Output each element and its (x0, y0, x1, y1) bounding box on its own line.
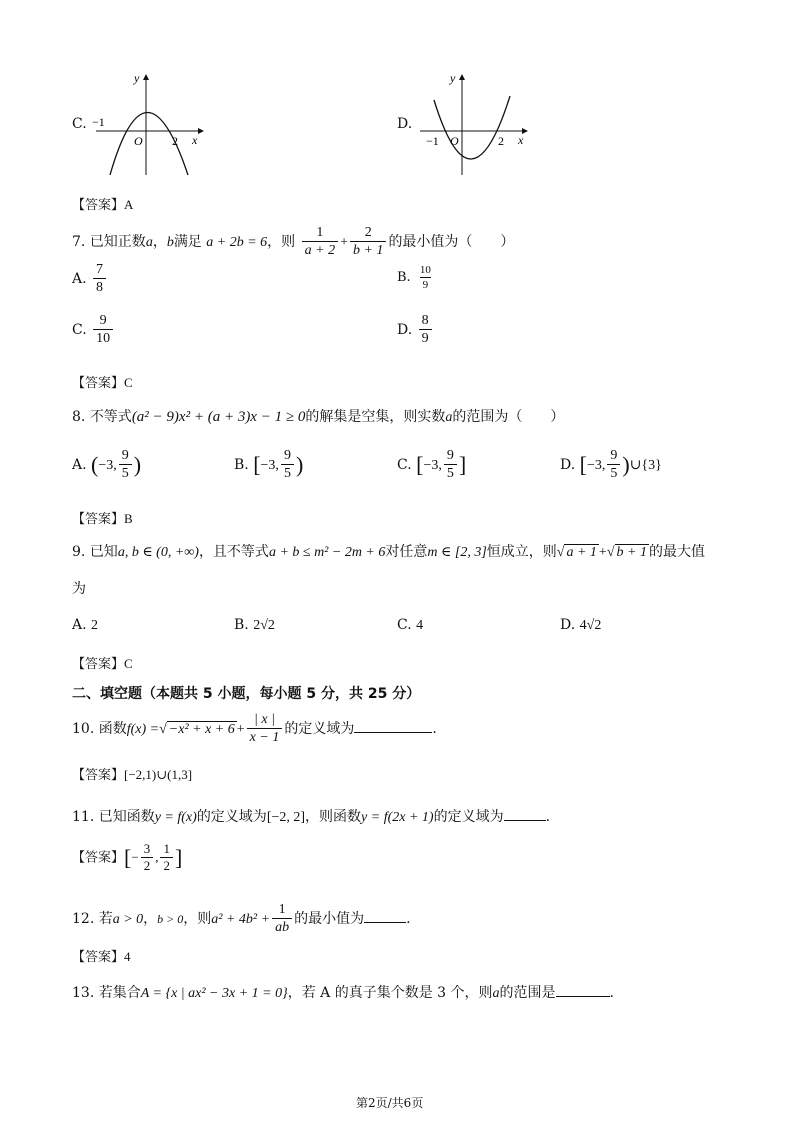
graph-c-origin: O (134, 134, 143, 148)
section-2-title: 二、填空题（本题共 5 小题，每小题 5 分，共 25 分） (72, 686, 421, 702)
q7-var-b: b (166, 234, 174, 250)
q7-condition: a + 2b = 6 (206, 234, 268, 250)
q11-question: 11. 已知函数y = f(x)的定义域为[−2, 2]，则函数y = f(2x + 1)的定义域为 . (72, 809, 551, 825)
graph-c-y-label: y (134, 71, 140, 85)
q10-answer: 【答案】[−2,1)∪(1,3] (72, 767, 193, 783)
graph-c-y-arrow (143, 74, 149, 80)
graph-d-neg-label: −1 (426, 134, 439, 148)
q7-fraction-2: $\frac{2}{b + 1}$ (350, 225, 386, 259)
graph-d-curve (434, 96, 510, 159)
q7-option-d: D. $\frac{8}{9}$ (397, 313, 434, 347)
q9-option-a: A. 2 (72, 617, 99, 633)
graph-c-x-arrow (198, 128, 204, 134)
graph-d (414, 70, 534, 180)
graph-c-x-label: x (192, 133, 198, 147)
q9-option-b: B. 2√2 (234, 617, 275, 633)
q8-option-b: B. [−3, $\frac{9}{5}$ ) (234, 448, 304, 482)
q7-option-c: C. $\frac{9}{10}$ (72, 313, 115, 347)
graph-d-origin: O (450, 134, 459, 148)
q12-blank[interactable] (364, 910, 406, 923)
q13-question: 13. 若集合A = {x | ax² − 3x + 1 = 0}，若 A 的真子集个数是 3 个，则a的范围是 . (72, 985, 614, 1001)
q8-option-a: A. (−3, $\frac{9}{5}$ ) (72, 448, 142, 482)
q7-text: 已知正数 (89, 233, 146, 250)
option-c-label: C. (72, 116, 87, 132)
graph-d-pos-label: 2 (498, 134, 504, 148)
q7-text-c: ，则 (267, 233, 296, 250)
q7-text-d: 的最小值为（ ） (388, 233, 515, 250)
graph-c-neg-label: −1 (92, 115, 105, 129)
q8-answer: 【答案】B (72, 511, 133, 527)
q9-question-cont: 为 (72, 581, 86, 597)
q7-number: 7. (72, 233, 86, 250)
q6-answer-value: A (124, 197, 134, 212)
q8-inequality: (a² − 9)x² + (a + 3)x − 1 ≥ 0 (131, 409, 306, 425)
q8-option-c: C. [−3, $\frac{9}{5}$ ] (397, 448, 467, 482)
q8-question: 8. 不等式(a² − 9)x² + (a + 3)x − 1 ≥ 0的解集是空集，则实数a的范围为（ ） (72, 409, 565, 425)
q8-option-d: D. [−3, $\frac{9}{5}$ )∪{3} (560, 448, 662, 482)
q7-option-a: A. $\frac{7}{8}$ (72, 262, 108, 296)
page-number: 第2页/共6页 (356, 1096, 424, 1110)
q13-blank[interactable] (556, 984, 610, 997)
q11-answer: 【答案】[− $\frac{3}{2}$ , $\frac{1}{2}$ ] (72, 841, 183, 874)
q7-fraction-1: $\frac{1}{a + 2}$ (302, 225, 338, 259)
q10-question: 10. 函数f(x) =√ −x² + x + 6 + $\frac{| x |}{x - 1}$ 的定义域为 . (72, 712, 437, 746)
q7-answer: 【答案】C (72, 375, 133, 391)
graph-c-pos-label: 2 (172, 134, 178, 148)
graph-d-y-label: y (450, 71, 456, 85)
q9-option-d: D. 4√2 (560, 617, 602, 633)
q9-option-c: C. 4 (397, 617, 424, 633)
q10-blank[interactable] (354, 720, 432, 733)
graph-c (88, 70, 208, 180)
graph-d-y-arrow (459, 74, 465, 80)
q9-question: 9. 已知a, b ∈ (0, +∞)，且不等式a + b ≤ m² − 2m + 6对任意m ∈ [2, 3]恒成立，则√ a + 1 +√ b + 1 的最大值 (72, 544, 705, 560)
q9-answer: 【答案】C (72, 656, 133, 672)
answer-tag: 【答案】 (72, 198, 125, 213)
q7-comma: ， (152, 233, 167, 250)
q6-answer (72, 194, 133, 213)
q7-option-b: B. $\frac{10}{9}$ (397, 264, 431, 292)
q12-answer: 【答案】4 (72, 949, 131, 965)
q7-var-a: a (145, 234, 153, 250)
q11-blank[interactable] (504, 808, 546, 821)
q7-plus: + (340, 234, 348, 250)
q7-text-b: 满足 (173, 233, 202, 250)
graph-d-x-label: x (518, 133, 524, 147)
option-d-label: D. (397, 116, 413, 132)
q12-question: 12. 若a > 0，b > 0，则a² + 4b² + $\frac{1}{ab}$ 的最小值为 . (72, 902, 411, 936)
q7-question (72, 225, 514, 259)
